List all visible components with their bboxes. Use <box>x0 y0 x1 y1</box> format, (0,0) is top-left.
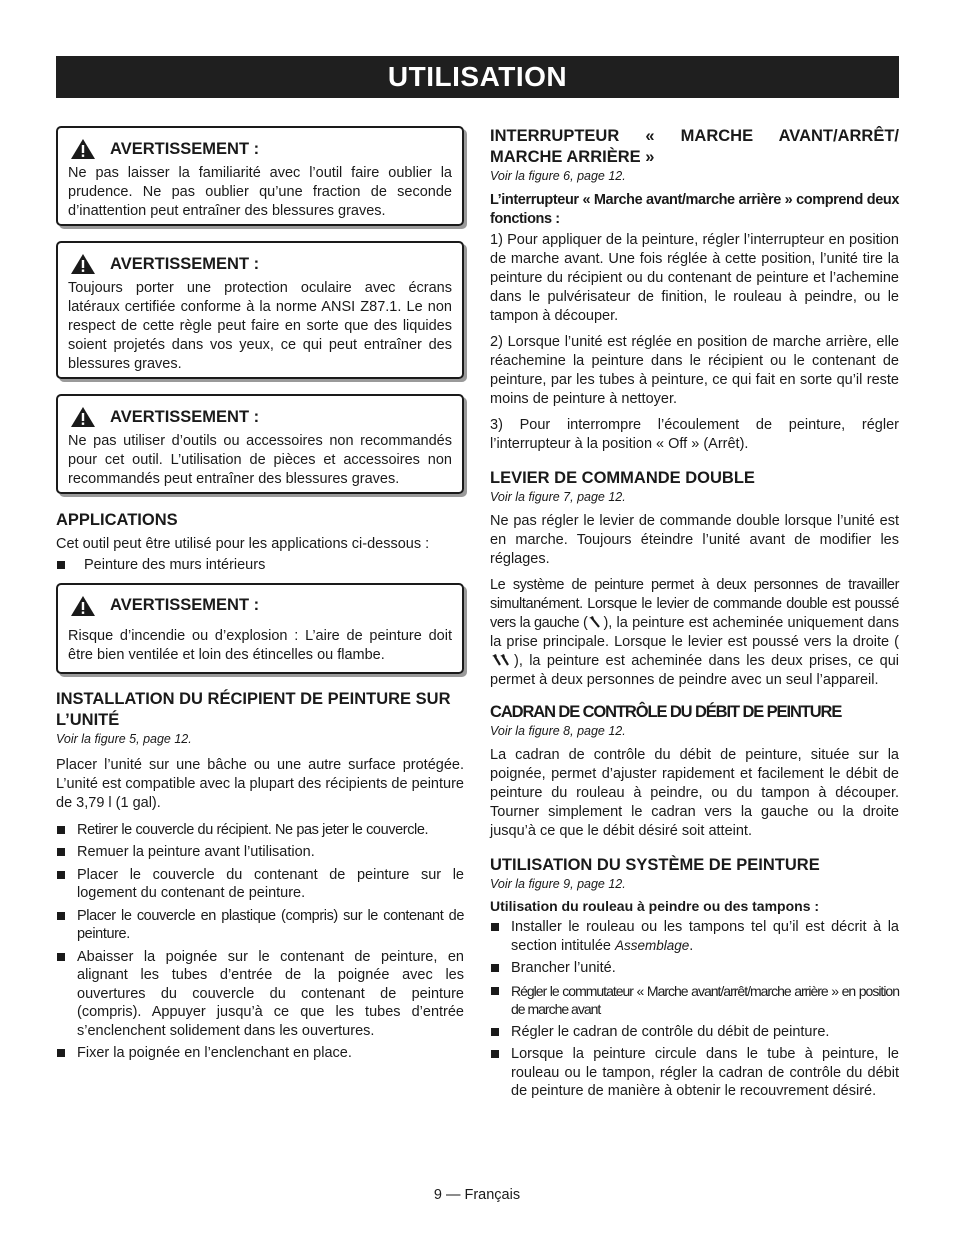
page-number: 9 — Français <box>433 1187 521 1203</box>
system-steps <box>490 918 899 1101</box>
warning-triangle-icon <box>70 253 96 275</box>
section-heading: UTILISATION DU SYSTÈME DE PEINTURE <box>490 856 820 874</box>
list-item: Régler le cadran de contrôle du débit de peinture. <box>490 1023 899 1042</box>
system-section <box>490 855 899 1101</box>
paragraph: 1) Pour appliquer de la peinture, régler l’interrupteur en position de marche avant. Une fois réglée à cette position, l’unité tire la peinture du récipient ou du contenant de peinture et l’achemine dans le pulvérisateur de finition, le rouleau à peindre, ou le tampon à découper. <box>490 232 899 324</box>
switch-lead: L’interrupteur « Marche avant/marche arrière » comprend deux fonctions : <box>490 192 899 227</box>
lever-left-icon <box>587 615 603 629</box>
installation-steps <box>56 821 464 1063</box>
text-segment: Le système de peinture permet à deux personnes de travailler simultanément. Lorsque le levier de commande double est poussé vers la gauche ( <box>490 577 899 631</box>
switch-section <box>490 126 899 454</box>
warning-box-accessories <box>56 394 464 494</box>
applications-section <box>56 510 464 575</box>
warning-triangle-icon <box>70 138 96 160</box>
text-segment: Assemblage <box>614 937 690 953</box>
list-item: Abaisser la poignée sur le contenant de peinture, en alignant les tubes d’entrée de la poignée avec les ouvertures du couvercle du contenant de peinture (compris). Appuyer jusqu’à ce que les tubes d’entrée s’enclenchent solidement dans les ouvertures. <box>56 948 464 1041</box>
warning-box-eye-protection <box>56 241 464 379</box>
installation-section <box>56 689 464 1063</box>
banner-title: UTILISATION <box>387 61 568 92</box>
page-footer <box>0 1187 954 1203</box>
warning-text: Risque d’incendie ou d’explosion : L’aire de peinture doit être bien ventilée et loin des étincelles ou flambe. <box>68 627 452 663</box>
warning-title: AVERTISSEMENT : <box>110 254 260 273</box>
warning-triangle-icon <box>70 406 96 428</box>
list-item: Régler le commutateur « Marche avant/arrêt/marche arrière » en position de marche avant <box>490 982 899 1019</box>
lever-paragraph <box>490 576 899 690</box>
section-heading: CADRAN DE CONTRÔLE DU DÉBIT DE PEINTURE <box>490 703 842 721</box>
figure-reference: Voir la figure 5, page 12. <box>56 731 192 746</box>
warning-title: AVERTISSEMENT : <box>110 139 260 158</box>
list-item: Lorsque la peinture circule dans le tube à peinture, le rouleau ou le tampon, régler la cadran de contrôle du débit de peinture de manière à obtenir le recouvrement désiré. <box>490 1045 899 1101</box>
warning-box-fire <box>56 583 464 674</box>
warning-triangle-icon <box>70 595 96 617</box>
warning-title: AVERTISSEMENT : <box>110 407 260 426</box>
list-item: Placer le couvercle du contenant de peinture sur le logement du contenant de peinture. <box>56 866 464 903</box>
list-item: Brancher l’unité. <box>490 959 899 978</box>
section-heading: LEVIER DE COMMANDE DOUBLE <box>490 469 755 487</box>
warning-text: Toujours porter une protection oculaire avec écrans latéraux certifiée conforme à la norme ANSI Z87.1. Le non respect de cette règle peut faire en sorte que des liquides soient projetés dans vos yeux, ce qui peut entraîner des blessures graves. <box>68 280 452 372</box>
right-column <box>490 126 899 1105</box>
list-item: Placer le couvercle en plastique (compris) sur le contenant de peinture. <box>56 907 464 944</box>
list-item <box>490 918 899 955</box>
lever-right-icon <box>490 653 514 667</box>
list-item: Peinture des murs intérieurs <box>56 556 464 575</box>
figure-reference: Voir la figure 6, page 12. <box>490 169 626 183</box>
text-segment: ), la peinture est acheminée uniquement dans la prise principale. Lorsque le levier est poussé vers la droite ( <box>490 615 899 650</box>
figure-reference: Voir la figure 9, page 12. <box>490 877 626 891</box>
warning-text: Ne pas utiliser d’outils ou accessoires non recommandés pour cet outil. L’utilisation de pièces et accessoires non recommandés peut entraîner des blessures graves. <box>68 433 452 487</box>
paragraph: 3) Pour interrompre l’écoulement de peinture, régler l’interrupteur à la position « Off » (Arrêt). <box>490 417 899 452</box>
lever-section <box>490 468 899 690</box>
section-heading: INTERRUPTEUR « MARCHE AVANT/ARRÊT/ MARCHE ARRIÈRE » <box>490 127 899 166</box>
paragraph: Ne pas régler le levier de commande double lorsque l’unité est en marche. Toujours éteindre l’unité avant de modifier les réglages. <box>490 513 899 567</box>
applications-intro: Cet outil peut être utilisé pour les applications ci-dessous : <box>56 536 430 552</box>
system-lead: Utilisation du rouleau à peindre ou des tampons : <box>490 898 820 914</box>
paragraph: La cadran de contrôle du débit de peinture, située sur la poignée, permet d’ajuster rapidement et facilement le débit de peinture du rouleau à peindre, ou du tampon à découper. Tourner simplement le cadran vers la gauche ou la droite jusqu’à ce que le débit désiré soit atteint. <box>490 747 899 839</box>
section-heading: APPLICATIONS <box>56 511 178 529</box>
section-heading: INSTALLATION DU RÉCIPIENT DE PEINTURE SUR L’UNITÉ <box>56 689 451 729</box>
list-item: Fixer la poignée en l’enclenchant en place. <box>56 1044 464 1063</box>
list-item: Remuer la peinture avant l’utilisation. <box>56 843 464 862</box>
applications-list <box>56 556 464 575</box>
figure-reference: Voir la figure 8, page 12. <box>490 724 626 738</box>
text-segment: Installer le rouleau ou les tampons tel qu’il est décrit à la section intitulée <box>511 919 899 954</box>
list-item: Retirer le couvercle du récipient. Ne pas jeter le couvercle. <box>56 821 464 840</box>
dial-section <box>490 702 899 841</box>
left-column <box>56 126 464 1067</box>
text-segment: ), la peinture est acheminée dans les deux prises, ce qui permet à deux personnes de peindre avec un seul l’appareil. <box>490 653 899 688</box>
warning-title: AVERTISSEMENT : <box>110 596 260 614</box>
paragraph: 2) Lorsque l’unité est réglée en position de marche arrière, elle réachemine la peinture dans le récipient ou le contenant de peinture, par les tubes à peinture, ce qui fait en sorte qu’il reste moins de peinture à nettoyer. <box>490 334 899 407</box>
warning-text: Ne pas laisser la familiarité avec l’outil faire oublier la prudence. Ne pas oublier qu’une fraction de seconde d’inattention peut entraîner des blessures graves. <box>68 165 452 219</box>
text-segment: . <box>689 937 694 954</box>
warning-box-familiarity <box>56 126 464 226</box>
page-banner <box>56 56 899 98</box>
installation-intro: Placer l’unité sur une bâche ou une autre surface protégée. L’unité est compatible avec la plupart des récipients de peinture de 3,79 l (1 gal). <box>56 756 464 811</box>
figure-reference: Voir la figure 7, page 12. <box>490 490 626 504</box>
